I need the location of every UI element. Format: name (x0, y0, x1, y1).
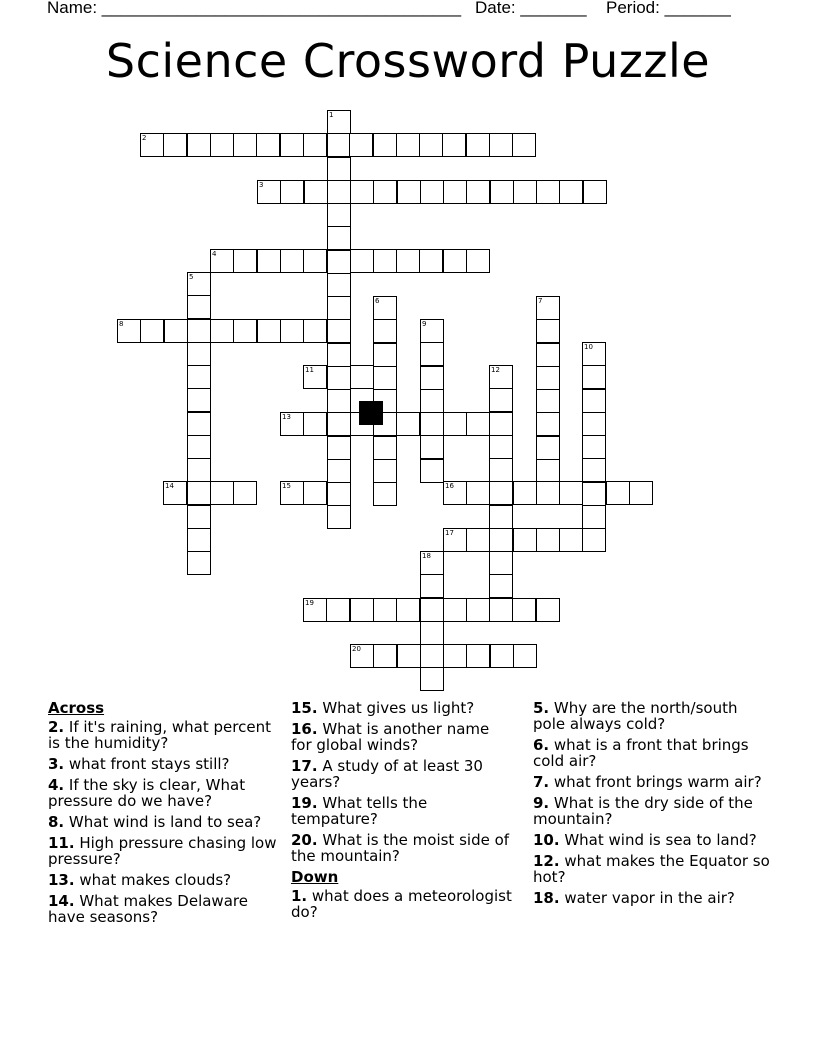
grid-cell[interactable] (187, 272, 211, 296)
grid-cell[interactable] (583, 180, 607, 204)
grid-cell[interactable] (373, 319, 397, 343)
grid-cell[interactable] (420, 366, 444, 390)
clue-item-number: 18. (533, 889, 560, 907)
grid-cell[interactable] (559, 528, 583, 552)
grid-cell[interactable] (420, 389, 444, 413)
grid-cell[interactable] (163, 481, 187, 505)
grid-cell[interactable] (490, 644, 514, 668)
clue-item (291, 795, 513, 827)
clue-item-text: If the sky is clear, What pressure do we have? (48, 776, 246, 810)
grid-cell[interactable] (349, 133, 373, 157)
grid-cell[interactable] (397, 180, 421, 204)
grid-cell[interactable] (466, 644, 490, 668)
clue-item (533, 853, 773, 885)
grid-cell[interactable] (443, 180, 467, 204)
clue-number: 20 (352, 645, 361, 653)
grid-cell[interactable] (327, 133, 351, 157)
grid-cell[interactable] (327, 157, 351, 181)
grid-cell[interactable] (303, 133, 327, 157)
grid-cell[interactable] (303, 598, 327, 622)
grid-cell[interactable] (489, 133, 513, 157)
grid-cell[interactable] (513, 644, 537, 668)
grid-cell[interactable] (582, 389, 606, 413)
grid-cell[interactable] (280, 133, 304, 157)
grid-cell[interactable] (210, 133, 234, 157)
clue-item (533, 890, 773, 906)
grid-cell[interactable] (327, 389, 351, 413)
clue-item-text: what does a meteorologist do? (291, 887, 512, 921)
clue-item (533, 832, 773, 848)
grid-cell[interactable] (396, 249, 420, 273)
grid-cell[interactable] (187, 319, 211, 343)
clue-item-number: 17. (291, 757, 318, 775)
grid-cell[interactable] (303, 319, 327, 343)
grid-cell[interactable] (443, 528, 467, 552)
grid-cell[interactable] (559, 481, 583, 505)
grid-cell[interactable] (536, 319, 560, 343)
grid-cell[interactable] (606, 481, 630, 505)
grid-cell[interactable] (350, 180, 374, 204)
grid-cell[interactable] (466, 598, 490, 622)
grid-cell[interactable] (327, 436, 351, 460)
clue-item (48, 872, 280, 888)
grid-cell[interactable] (466, 133, 490, 157)
clue-item-text: What is another name for global winds? (291, 720, 490, 754)
grid-cell[interactable] (420, 667, 444, 691)
clue-item-number: 1. (291, 887, 308, 905)
grid-cell[interactable] (327, 412, 351, 436)
grid-cell[interactable] (303, 365, 327, 389)
grid-cell[interactable] (210, 319, 234, 343)
grid-cell[interactable] (443, 249, 467, 273)
clue-item-number: 6. (533, 736, 550, 754)
grid-cell[interactable] (396, 133, 420, 157)
grid-cell[interactable] (443, 598, 467, 622)
clue-number: 1 (329, 111, 334, 119)
clue-item-text: If it's raining, what percent is the humidity? (48, 718, 271, 752)
down-heading: Down (291, 868, 339, 886)
clue-item-text: what front brings warm air? (549, 773, 762, 791)
clue-number: 13 (282, 413, 291, 421)
clue-item (291, 721, 513, 753)
grid-cell[interactable] (443, 412, 467, 436)
clues-column-1 (48, 700, 280, 930)
across-heading: Across (48, 699, 105, 717)
clue-number: 8 (119, 320, 124, 328)
clue-item (533, 795, 773, 827)
grid-cell[interactable] (559, 180, 583, 204)
grid-cell[interactable] (327, 110, 351, 134)
grid-cell[interactable] (350, 644, 374, 668)
grid-cell[interactable] (164, 319, 188, 343)
clue-number: 6 (375, 297, 380, 305)
clue-number: 3 (259, 181, 264, 189)
across-clue-list-continued (291, 700, 513, 864)
grid-cell[interactable] (512, 598, 536, 622)
grid-cell[interactable] (536, 389, 560, 413)
clue-item (533, 737, 773, 769)
clue-number: 9 (422, 320, 427, 328)
grid-cell[interactable] (187, 388, 211, 412)
grid-cell[interactable] (233, 133, 257, 157)
clue-item-number: 11. (48, 834, 75, 852)
period-field[interactable]: Period: _______ (606, 0, 731, 17)
clue-number: 18 (422, 552, 431, 560)
grid-cell[interactable] (187, 435, 211, 459)
clue-item-number: 16. (291, 720, 318, 738)
grid-cell[interactable] (280, 180, 304, 204)
grid-cell[interactable] (373, 644, 397, 668)
clues-column-3 (533, 700, 773, 911)
clue-item (291, 888, 513, 920)
clue-item-text: What wind is sea to land? (559, 831, 757, 849)
clue-item (48, 777, 280, 809)
grid-cell[interactable] (257, 249, 281, 273)
grid-cell[interactable] (187, 133, 211, 157)
grid-cell[interactable] (490, 180, 514, 204)
grid-cell[interactable] (420, 459, 444, 483)
grid-cell[interactable] (187, 412, 211, 436)
grid-cell[interactable] (420, 319, 444, 343)
grid-cell[interactable] (350, 249, 374, 273)
clue-item-text: what front stays still? (64, 755, 230, 773)
clue-number: 19 (305, 599, 314, 607)
grid-cell[interactable] (536, 459, 560, 483)
clue-item (291, 700, 513, 716)
grid-cell[interactable] (373, 343, 397, 367)
grid-cell[interactable] (396, 598, 420, 622)
black-cell (359, 401, 383, 425)
grid-cell[interactable] (187, 551, 211, 575)
clue-item-number: 19. (291, 794, 318, 812)
grid-cell[interactable] (466, 528, 490, 552)
grid-cell[interactable] (373, 133, 397, 157)
clue-item-text: What wind is land to sea? (64, 813, 262, 831)
grid-cell[interactable] (303, 249, 327, 273)
clue-number: 7 (538, 297, 543, 305)
clue-item (291, 758, 513, 790)
grid-cell[interactable] (187, 365, 211, 389)
grid-cell[interactable] (420, 551, 444, 575)
clue-item-number: 13. (48, 871, 75, 889)
grid-cell[interactable] (327, 482, 351, 506)
grid-cell[interactable] (466, 481, 490, 505)
clue-number: 15 (282, 482, 291, 490)
grid-cell[interactable] (489, 481, 513, 505)
grid-cell[interactable] (443, 481, 467, 505)
grid-cell[interactable] (489, 458, 513, 482)
grid-cell[interactable] (512, 133, 536, 157)
clue-item-number: 2. (48, 718, 65, 736)
grid-cell[interactable] (373, 249, 397, 273)
grid-cell[interactable] (536, 412, 560, 436)
clue-item-text: What is the moist side of the mountain? (291, 831, 510, 865)
grid-cell[interactable] (582, 482, 606, 506)
clue-number: 5 (189, 273, 194, 281)
clue-item (48, 756, 280, 772)
grid-cell[interactable] (489, 574, 513, 598)
grid-cell[interactable] (536, 436, 560, 460)
clue-item (48, 893, 280, 925)
clue-item-text: what is a front that brings cold air? (533, 736, 749, 770)
grid-cell[interactable] (280, 319, 304, 343)
grid-cell[interactable] (513, 481, 537, 505)
grid-cell[interactable] (513, 180, 537, 204)
clue-item (291, 832, 513, 864)
grid-cell[interactable] (419, 133, 443, 157)
grid-cell[interactable] (187, 458, 211, 482)
grid-cell[interactable] (373, 296, 397, 320)
grid-cell[interactable] (397, 644, 421, 668)
clue-item-number: 10. (533, 831, 560, 849)
clue-item-number: 20. (291, 831, 318, 849)
grid-cell[interactable] (210, 249, 234, 273)
grid-cell[interactable] (187, 481, 211, 505)
down-clue-list-continued (533, 700, 773, 906)
grid-cell[interactable] (513, 528, 537, 552)
grid-cell[interactable] (350, 365, 374, 389)
grid-cell[interactable] (187, 295, 211, 319)
grid-cell[interactable] (443, 644, 467, 668)
grid-cell[interactable] (582, 505, 606, 529)
clue-item-text: water vapor in the air? (559, 889, 735, 907)
grid-cell[interactable] (163, 133, 187, 157)
across-clue-list (48, 719, 280, 925)
grid-cell[interactable] (327, 296, 351, 320)
grid-cell[interactable] (327, 273, 351, 297)
grid-cell[interactable] (420, 180, 444, 204)
clue-item-number: 8. (48, 813, 65, 831)
grid-cell[interactable] (327, 319, 351, 343)
grid-cell[interactable] (280, 481, 304, 505)
grid-cell[interactable] (466, 180, 490, 204)
grid-cell[interactable] (419, 249, 443, 273)
clue-item (533, 774, 773, 790)
grid-cell[interactable] (582, 528, 606, 552)
clue-item-text: Why are the north/south pole always cold? (533, 699, 738, 733)
grid-cell[interactable] (210, 481, 234, 505)
grid-cell[interactable] (466, 412, 490, 436)
grid-cell[interactable] (373, 436, 397, 460)
grid-cell[interactable] (629, 481, 653, 505)
grid-cell[interactable] (420, 412, 444, 436)
clue-item-text: What makes Delaware have seasons? (48, 892, 248, 926)
grid-cell[interactable] (466, 249, 490, 273)
grid-cell[interactable] (233, 481, 257, 505)
clue-item-text: A study of at least 30 years? (291, 757, 483, 791)
grid-cell[interactable] (489, 365, 513, 389)
clue-item-number: 14. (48, 892, 75, 910)
grid-cell[interactable] (373, 366, 397, 390)
grid-cell[interactable] (442, 133, 466, 157)
grid-cell[interactable] (303, 481, 327, 505)
clue-item-text: what makes clouds? (74, 871, 232, 889)
grid-cell[interactable] (187, 528, 211, 552)
grid-cell[interactable] (420, 621, 444, 645)
clue-number: 17 (445, 529, 454, 537)
grid-cell[interactable] (140, 319, 164, 343)
clue-item-number: 5. (533, 699, 550, 717)
grid-cell[interactable] (327, 459, 351, 483)
grid-cell[interactable] (304, 180, 328, 204)
grid-cell[interactable] (256, 133, 280, 157)
grid-cell[interactable] (396, 412, 420, 436)
grid-cell[interactable] (373, 459, 397, 483)
clue-item-number: 3. (48, 755, 65, 773)
clue-item-text: What tells the tempature? (291, 794, 428, 828)
clue-item-text: what makes the Equator so hot? (533, 852, 770, 886)
clue-item-number: 12. (533, 852, 560, 870)
clue-number: 2 (142, 134, 147, 142)
grid-cell[interactable] (280, 249, 304, 273)
clue-number: 12 (491, 366, 500, 374)
grid-cell[interactable] (326, 598, 350, 622)
grid-cell[interactable] (420, 342, 444, 366)
clue-item-text: What is the dry side of the mountain? (533, 794, 753, 828)
date-field[interactable]: Date: _______ (475, 0, 587, 17)
grid-cell[interactable] (582, 342, 606, 366)
grid-cell[interactable] (233, 319, 257, 343)
clue-item-number: 4. (48, 776, 65, 794)
clue-number: 10 (584, 343, 593, 351)
grid-cell[interactable] (582, 412, 606, 436)
grid-cell[interactable] (536, 481, 560, 505)
clue-number: 16 (445, 482, 454, 490)
grid-cell[interactable] (303, 412, 327, 436)
grid-cell[interactable] (187, 505, 211, 529)
grid-cell[interactable] (257, 319, 281, 343)
grid-cell[interactable] (350, 598, 374, 622)
grid-cell[interactable] (536, 528, 560, 552)
clue-item-text: What gives us light? (317, 699, 475, 717)
clue-item (48, 719, 280, 751)
grid-cell[interactable] (327, 226, 351, 250)
grid-cell[interactable] (489, 598, 513, 622)
grid-cell[interactable] (420, 598, 444, 622)
grid-cell[interactable] (327, 366, 351, 390)
clue-item-number: 15. (291, 699, 318, 717)
grid-cell[interactable] (536, 598, 560, 622)
grid-cell[interactable] (536, 366, 560, 390)
clue-item-number: 9. (533, 794, 550, 812)
grid-cell[interactable] (187, 342, 211, 366)
grid-cell[interactable] (373, 482, 397, 506)
grid-cell[interactable] (536, 343, 560, 367)
grid-cell[interactable] (327, 343, 351, 367)
clue-number: 14 (165, 482, 174, 490)
grid-cell[interactable] (489, 435, 513, 459)
clue-number: 11 (305, 366, 314, 374)
grid-cell[interactable] (280, 412, 304, 436)
grid-cell[interactable] (117, 319, 141, 343)
grid-cell[interactable] (489, 412, 513, 436)
grid-cell[interactable] (420, 435, 444, 459)
grid-cell[interactable] (489, 551, 513, 575)
clue-item-text: High pressure chasing low pressure? (48, 834, 277, 868)
grid-cell[interactable] (373, 180, 397, 204)
grid-cell[interactable] (536, 296, 560, 320)
grid-cell[interactable] (489, 528, 513, 552)
grid-cell[interactable] (327, 180, 351, 204)
grid-cell[interactable] (536, 180, 560, 204)
grid-cell[interactable] (489, 505, 513, 529)
grid-cell[interactable] (582, 458, 606, 482)
grid-cell[interactable] (582, 435, 606, 459)
clue-item (533, 700, 773, 732)
grid-cell[interactable] (233, 249, 257, 273)
grid-cell[interactable] (420, 574, 444, 598)
clue-item (48, 835, 280, 867)
grid-cell[interactable] (327, 203, 351, 227)
grid-cell[interactable] (489, 388, 513, 412)
grid-cell[interactable] (373, 598, 397, 622)
clue-item (48, 814, 280, 830)
grid-cell[interactable] (257, 180, 281, 204)
grid-cell[interactable] (327, 250, 351, 274)
clue-number: 4 (212, 250, 217, 258)
clues-column-2 (291, 700, 513, 925)
grid-cell[interactable] (327, 505, 351, 529)
grid-cell[interactable] (140, 133, 164, 157)
name-field[interactable]: Name: ______________________________________ (47, 0, 462, 17)
grid-cell[interactable] (582, 365, 606, 389)
page-title: Science Crossword Puzzle (105, 34, 711, 88)
down-clue-list (291, 888, 513, 920)
grid-cell[interactable] (420, 644, 444, 668)
clue-item-number: 7. (533, 773, 550, 791)
